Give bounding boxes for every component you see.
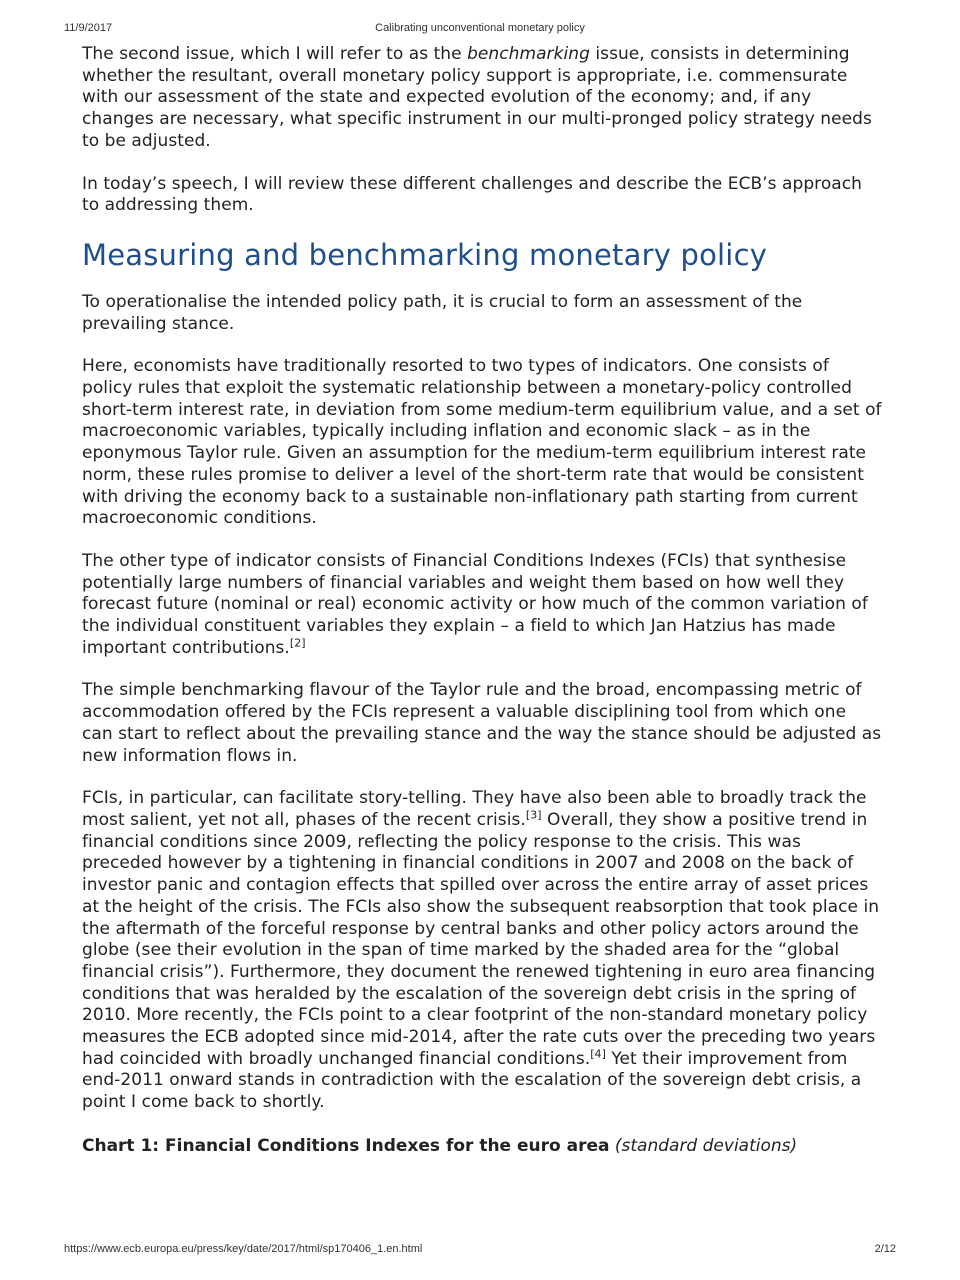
paragraph-benchmarking-issue — [82, 44, 882, 153]
article-body — [82, 44, 882, 1157]
text: Overall, they show a positive trend in financial conditions since 2009, reflecting the policy response to the crisis. This was preceded however by a tightening in financial conditions in 2007 and 2008 on the back of investor panic and contagion effects that spilled over across the entire array of asset prices at the height of the crisis. The FCIs also show the subsequent reabsorption that took place in the aftermath of the forceful response by central banks and other policy actors around the globe (see their evolution in the span of time marked by the shaded area for the “global financial crisis”). Furthermore, they document the renewed tightening in euro area financing conditions that was heralded by the escalation of the sovereign debt crisis in the spring of 2010. More recently, the FCIs point to a clear footprint of the non-standard monetary policy measures the ECB adopted since mid-2014, after the rate cuts over the preceding two years had coincided with broadly unchanged financial conditions. — [82, 809, 880, 1069]
print-header — [64, 22, 896, 36]
paragraph-fci — [82, 551, 882, 660]
text: The other type of indicator consists of Financial Conditions Indexes (FCIs) that synthesise potentially large numbers of financial variables and weight them based on how well they forecast future (nominal or real) economic activity or how much of the common variation of the individual constituent variables they explain – a field to which Jan Hatzius has made important contributions. — [82, 550, 868, 658]
chart-caption-units: (standard deviations) — [614, 1135, 798, 1156]
emphasis: benchmarking — [467, 44, 590, 64]
paragraph-story-telling — [82, 788, 882, 1114]
paragraph-taylor-rule: Here, economists have traditionally resorted to two types of indicators. One consists of policy rules that exploit the systematic relationship between a monetary-policy controlled short-term interest rate, in deviation from some medium-term equilibrium value, and a set of macroeconomic variables, typically including inflation and economic slack – as in the eponymous Taylor rule. Given an assumption for the medium-term equilibrium interest rate norm, these rules promise to deliver a level of the short-term rate that would be consistent with driving the economy back to a sustainable non-inflationary path starting from current macroeconomic conditions. — [82, 356, 882, 529]
footnote-link-3[interactable]: [3] — [525, 808, 542, 822]
text: The second issue, which I will refer to as the — [82, 44, 468, 64]
paragraph-speech-intro: In today’s speech, I will review these different challenges and describe the ECB’s approach to addressing them. — [82, 173, 862, 216]
print-page-title: Calibrating unconventional monetary policy — [375, 22, 585, 34]
page-number: 2/12 — [874, 1243, 896, 1255]
text: FCIs, in particular, can facilitate story-telling. They have also been able to broadly track the most salient, yet not all, phases of the recent crisis. — [82, 788, 867, 830]
footnote-link-4[interactable]: [4] — [590, 1047, 606, 1061]
chart-caption — [82, 1135, 882, 1157]
print-date: 11/9/2017 — [64, 22, 113, 34]
text: issue, consists in determining whether the resultant, overall monetary policy support is appropriate, i.e. commensurate with our assessment of the state and expected evolution of the economy; and, if any changes are necessary, what specific instrument in our multi-pronged policy strategy needs to be adjusted. — [82, 44, 872, 151]
print-url: https://www.ecb.europa.eu/press/key/date/2017/html/sp170406_1.en.html — [64, 1243, 423, 1255]
text: Yet their improvement from end-2011 onward stands in contradiction with the escalation of the sovereign debt crisis, a point I come back to shortly. — [82, 1048, 862, 1113]
chart-caption-title: Chart 1: Financial Conditions Indexes for the euro area — [82, 1135, 610, 1156]
section-heading: Measuring and benchmarking monetary policy — [82, 237, 768, 272]
print-footer — [64, 1243, 896, 1257]
paragraph-disciplining-tool: The simple benchmarking flavour of the Taylor rule and the broad, encompassing metric of accommodation offered by the FCIs represent a valuable disciplining tool from which one can start to reflect about the prevailing stance and the way the stance should be adjusted as new information flows in. — [82, 680, 882, 766]
footnote-link-2[interactable]: [2] — [289, 636, 306, 650]
paragraph-operationalise: To operationalise the intended policy path, it is crucial to form an assessment of the prevailing stance. — [82, 291, 803, 334]
